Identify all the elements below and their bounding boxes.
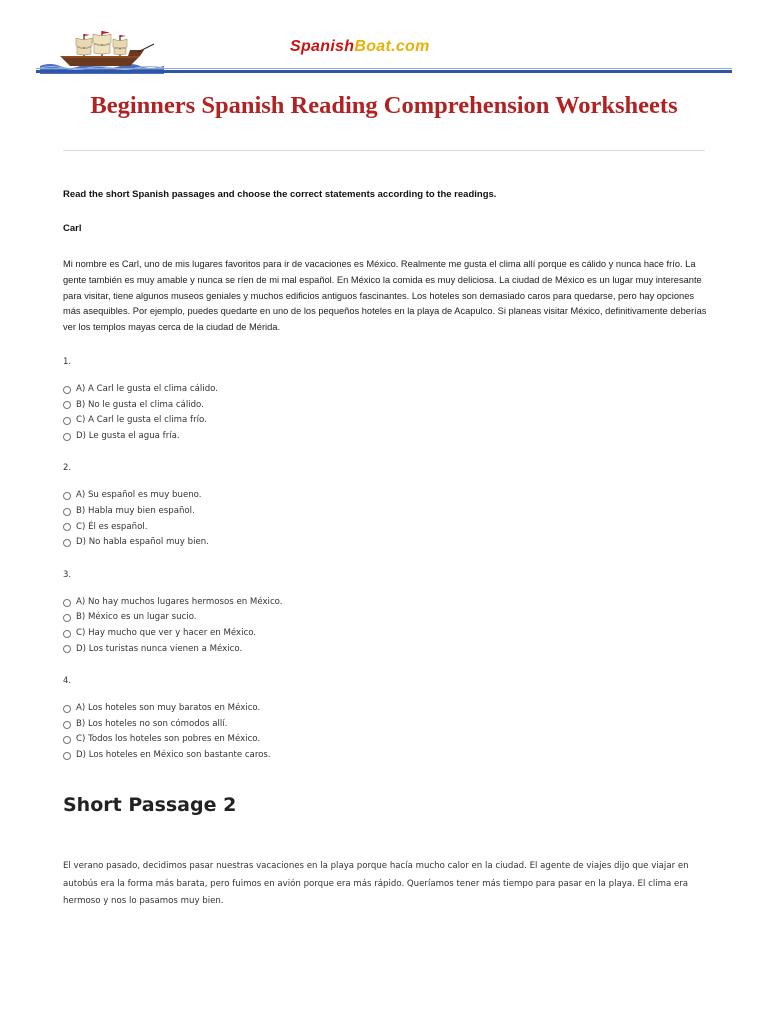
radio-button[interactable] (63, 599, 71, 607)
question-3 (63, 569, 708, 657)
question-2 (63, 462, 708, 550)
answer-options (63, 382, 708, 444)
site-logo[interactable] (290, 38, 430, 56)
option-label: B) México es un lugar sucio. (76, 612, 197, 623)
answer-option[interactable] (63, 642, 708, 658)
logo-boat-text: Boat.com (354, 38, 430, 55)
answer-option[interactable] (63, 732, 708, 748)
option-label: B) Los hoteles no son cómodos allí. (76, 718, 228, 729)
answer-option[interactable] (63, 488, 708, 504)
answer-option[interactable] (63, 626, 708, 642)
option-label: A) Su español es muy bueno. (76, 490, 202, 501)
radio-button[interactable] (63, 614, 71, 622)
title-divider (63, 150, 705, 151)
answer-option[interactable] (63, 504, 708, 520)
answer-option[interactable] (63, 717, 708, 733)
answer-option[interactable] (63, 382, 708, 398)
answer-option[interactable] (63, 398, 708, 414)
question-number: 1. (63, 356, 72, 367)
radio-button[interactable] (63, 630, 71, 638)
radio-button[interactable] (63, 539, 71, 547)
option-label: D) Los turistas nunca vienen a México. (76, 643, 243, 654)
radio-button[interactable] (63, 417, 71, 425)
answer-option[interactable] (63, 429, 708, 445)
radio-button[interactable] (63, 523, 71, 531)
answer-option[interactable] (63, 610, 708, 626)
radio-button[interactable] (63, 386, 71, 394)
option-label: C) Todos los hoteles son pobres en México. (76, 734, 261, 745)
banner-divider (36, 70, 732, 73)
question-1 (63, 356, 708, 444)
radio-button[interactable] (63, 721, 71, 729)
passage-1-text: Mi nombre es Carl, uno de mis lugares favoritos para ir de vacaciones es México. Realmente me gusta el clima allí porque es cálido y nunca hace frío. La gente también es muy amable y nunca se ríen de mi mal español. En México la comida es muy deliciosa. La ciudad de México es un lugar muy interesante para visitar, tiene algunos museos geniales y muchos edificios antiguos fascinantes. Los hoteles son demasiado caros para quedarse, pero hay opciones más asequibles. Por ejemplo, puedes quedarte en uno de los pequeños hoteles en la playa de Acapulco. Si planeas visitar México, definitivamente deberías ver los templos mayas cerca de la ciudad de Mérida. (63, 259, 707, 333)
question-4 (63, 675, 708, 763)
option-label: D) Los hoteles en México son bastante caros. (76, 749, 271, 760)
answer-option[interactable] (63, 748, 708, 764)
site-banner (36, 30, 732, 76)
answer-options (63, 701, 708, 763)
answer-option[interactable] (63, 595, 708, 611)
answer-option[interactable] (63, 520, 708, 536)
worksheet-content (63, 188, 708, 781)
option-label: C) Él es español. (76, 521, 148, 532)
passage-1-name: Carl (63, 223, 82, 234)
answer-options (63, 488, 708, 550)
radio-button[interactable] (63, 705, 71, 713)
radio-button[interactable] (63, 433, 71, 441)
option-label: C) A Carl le gusta el clima frío. (76, 415, 207, 426)
passage-2-text: El verano pasado, decidimos pasar nuestras vacaciones en la playa porque hacía mucho calor en la ciudad. El agente de viajes dijo que viajar en autobús era la forma más barata, pero fuimos en avión porque era más rápido. Queríamos tener más tiempo para pasar en la playa. El clima era hermoso y nos lo pasamos muy bien. (63, 861, 689, 906)
option-label: B) No le gusta el clima cálido. (76, 399, 204, 410)
answer-options (63, 595, 708, 657)
option-label: A) No hay muchos lugares hermosos en México. (76, 596, 283, 607)
page-title: Beginners Spanish Reading Comprehension Worksheets (90, 92, 678, 119)
section-heading: Short Passage 2 (63, 794, 237, 816)
option-label: D) No habla español muy bien. (76, 537, 209, 548)
option-label: C) Hay mucho que ver y hacer en México. (76, 627, 257, 638)
option-label: B) Habla muy bien español. (76, 505, 195, 516)
answer-option[interactable] (63, 413, 708, 429)
radio-button[interactable] (63, 508, 71, 516)
logo-spanish-text: Spanish (290, 38, 355, 55)
answer-option[interactable] (63, 535, 708, 551)
question-number: 2. (63, 463, 72, 474)
radio-button[interactable] (63, 645, 71, 653)
question-number: 3. (63, 569, 72, 580)
radio-button[interactable] (63, 736, 71, 744)
question-number: 4. (63, 676, 72, 687)
option-label: A) Los hoteles son muy baratos en México. (76, 703, 261, 714)
radio-button[interactable] (63, 492, 71, 500)
instructions: Read the short Spanish passages and choose the correct statements according to the readings. (63, 189, 497, 200)
answer-option[interactable] (63, 701, 708, 717)
option-label: A) A Carl le gusta el clima cálido. (76, 383, 218, 394)
option-label: D) Le gusta el agua fría. (76, 430, 180, 441)
banner-divider-light (36, 68, 732, 69)
radio-button[interactable] (63, 752, 71, 760)
radio-button[interactable] (63, 401, 71, 409)
